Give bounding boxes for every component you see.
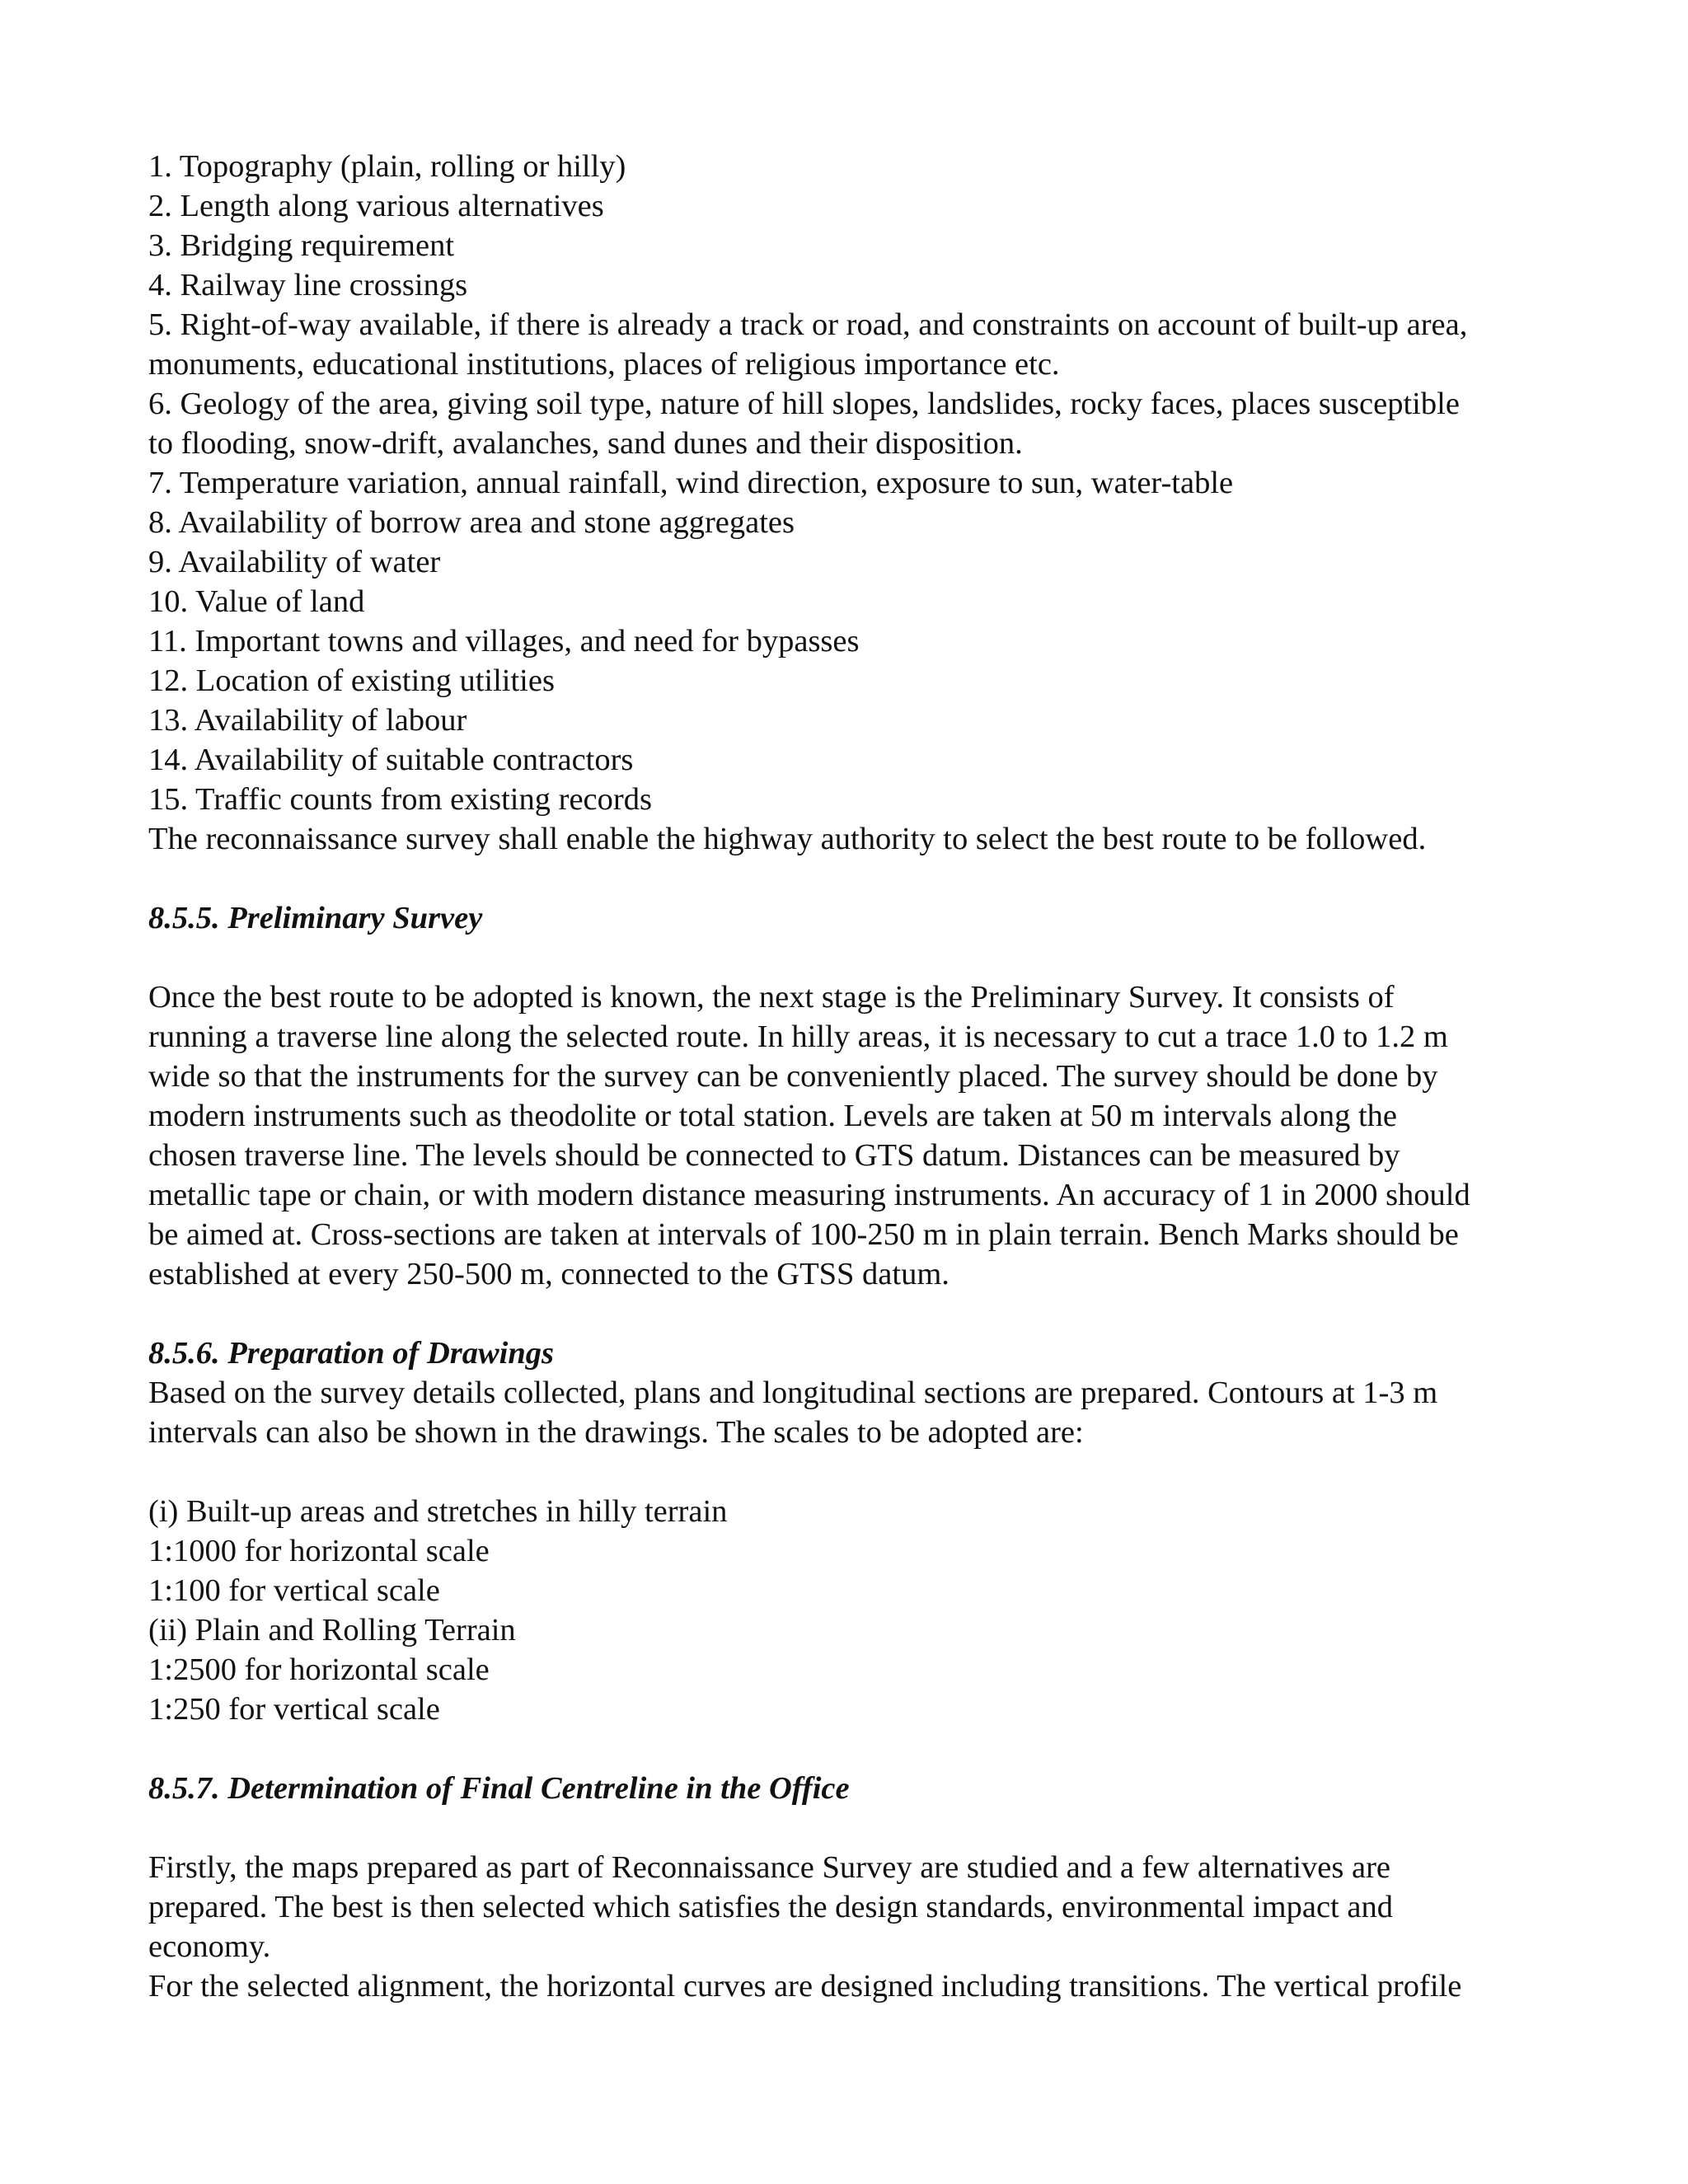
section-heading-8-5-7: 8.5.7. Determination of Final Centreline in the Office <box>148 1771 850 1806</box>
list-item: 13. Availability of labour <box>148 703 467 738</box>
paragraph-line: be aimed at. Cross-sections are taken at intervals of 100-250 m in plain terrain. Bench Marks should be <box>148 1217 1459 1252</box>
centreline-paragraph <box>148 1848 1550 2006</box>
paragraph-line: prepared. The best is then selected which satisfies the design standards, environmental impact and <box>148 1890 1393 1924</box>
list-item: monuments, educational institutions, places of religious importance etc. <box>148 347 1060 382</box>
scale-item: 1:250 for vertical scale <box>148 1692 440 1727</box>
paragraph-line: wide so that the instruments for the survey can be conveniently placed. The survey should be done by <box>148 1059 1438 1094</box>
list-item: to flooding, snow-drift, avalanches, sand dunes and their disposition. <box>148 426 1023 461</box>
paragraph-line: intervals can also be shown in the drawings. The scales to be adopted are: <box>148 1415 1084 1450</box>
list-item: 15. Traffic counts from existing records <box>148 782 652 817</box>
paragraph-line: Based on the survey details collected, plans and longitudinal sections are prepared. Contours at 1-3 m <box>148 1376 1438 1410</box>
section-heading-8-5-6: 8.5.6. Preparation of Drawings <box>148 1336 555 1371</box>
scale-item: 1:2500 for horizontal scale <box>148 1652 490 1687</box>
scale-item: 1:1000 for horizontal scale <box>148 1534 490 1568</box>
paragraph-line: chosen traverse line. The levels should be connected to GTS datum. Distances can be measured by <box>148 1138 1400 1173</box>
spacer <box>148 1808 1550 1848</box>
spacer <box>148 938 1550 977</box>
factors-list <box>148 147 1550 859</box>
spacer <box>148 1452 1550 1492</box>
paragraph-line: running a traverse line along the selected route. In hilly areas, it is necessary to cut a trace 1.0 to 1.2 m <box>148 1019 1448 1054</box>
scale-item: (ii) Plain and Rolling Terrain <box>148 1613 516 1647</box>
list-item: 1. Topography (plain, rolling or hilly) <box>148 149 626 184</box>
list-item: 8. Availability of borrow area and stone aggregates <box>148 505 795 540</box>
recon-conclusion: The reconnaissance survey shall enable the highway authority to select the best route to be followed. <box>148 822 1427 856</box>
drawings-paragraph <box>148 1373 1550 1452</box>
spacer <box>148 1729 1550 1769</box>
section-heading-8-5-5: 8.5.5. Preliminary Survey <box>148 901 483 935</box>
document-page <box>148 147 1550 2006</box>
list-item: 7. Temperature variation, annual rainfall, wind direction, exposure to sun, water-table <box>148 466 1234 500</box>
list-item: 12. Location of existing utilities <box>148 663 555 698</box>
list-item: 5. Right-of-way available, if there is already a track or road, and constraints on account of built-up area, <box>148 307 1468 342</box>
list-item: 9. Availability of water <box>148 545 441 579</box>
list-item: 2. Length along various alternatives <box>148 189 604 223</box>
list-item: 11. Important towns and villages, and need for bypasses <box>148 624 860 658</box>
paragraph-line: modern instruments such as theodolite or total station. Levels are taken at 50 m intervals along the <box>148 1099 1398 1133</box>
preliminary-survey-paragraph <box>148 977 1550 1294</box>
paragraph-line: Once the best route to be adopted is known, the next stage is the Preliminary Survey. It consists of <box>148 980 1395 1015</box>
scale-item: (i) Built-up areas and stretches in hilly terrain <box>148 1494 728 1529</box>
paragraph-line: economy. <box>148 1929 271 1964</box>
paragraph-line: Firstly, the maps prepared as part of Reconnaissance Survey are studied and a few alternatives are <box>148 1850 1390 1885</box>
list-item: 3. Bridging requirement <box>148 228 455 263</box>
list-item: 6. Geology of the area, giving soil type, nature of hill slopes, landslides, rocky faces, places susceptible <box>148 387 1460 421</box>
scales-list <box>148 1492 1550 1729</box>
spacer <box>148 859 1550 898</box>
list-item: 4. Railway line crossings <box>148 268 468 302</box>
scale-item: 1:100 for vertical scale <box>148 1573 440 1608</box>
paragraph-line: For the selected alignment, the horizontal curves are designed including transitions. The vertical profile <box>148 1969 1462 2004</box>
list-item: 10. Value of land <box>148 584 365 619</box>
paragraph-line: metallic tape or chain, or with modern distance measuring instruments. An accuracy of 1 in 2000 should <box>148 1178 1470 1212</box>
spacer <box>148 1294 1550 1333</box>
paragraph-line: established at every 250-500 m, connected to the GTSS datum. <box>148 1257 950 1291</box>
list-item: 14. Availability of suitable contractors <box>148 743 634 777</box>
